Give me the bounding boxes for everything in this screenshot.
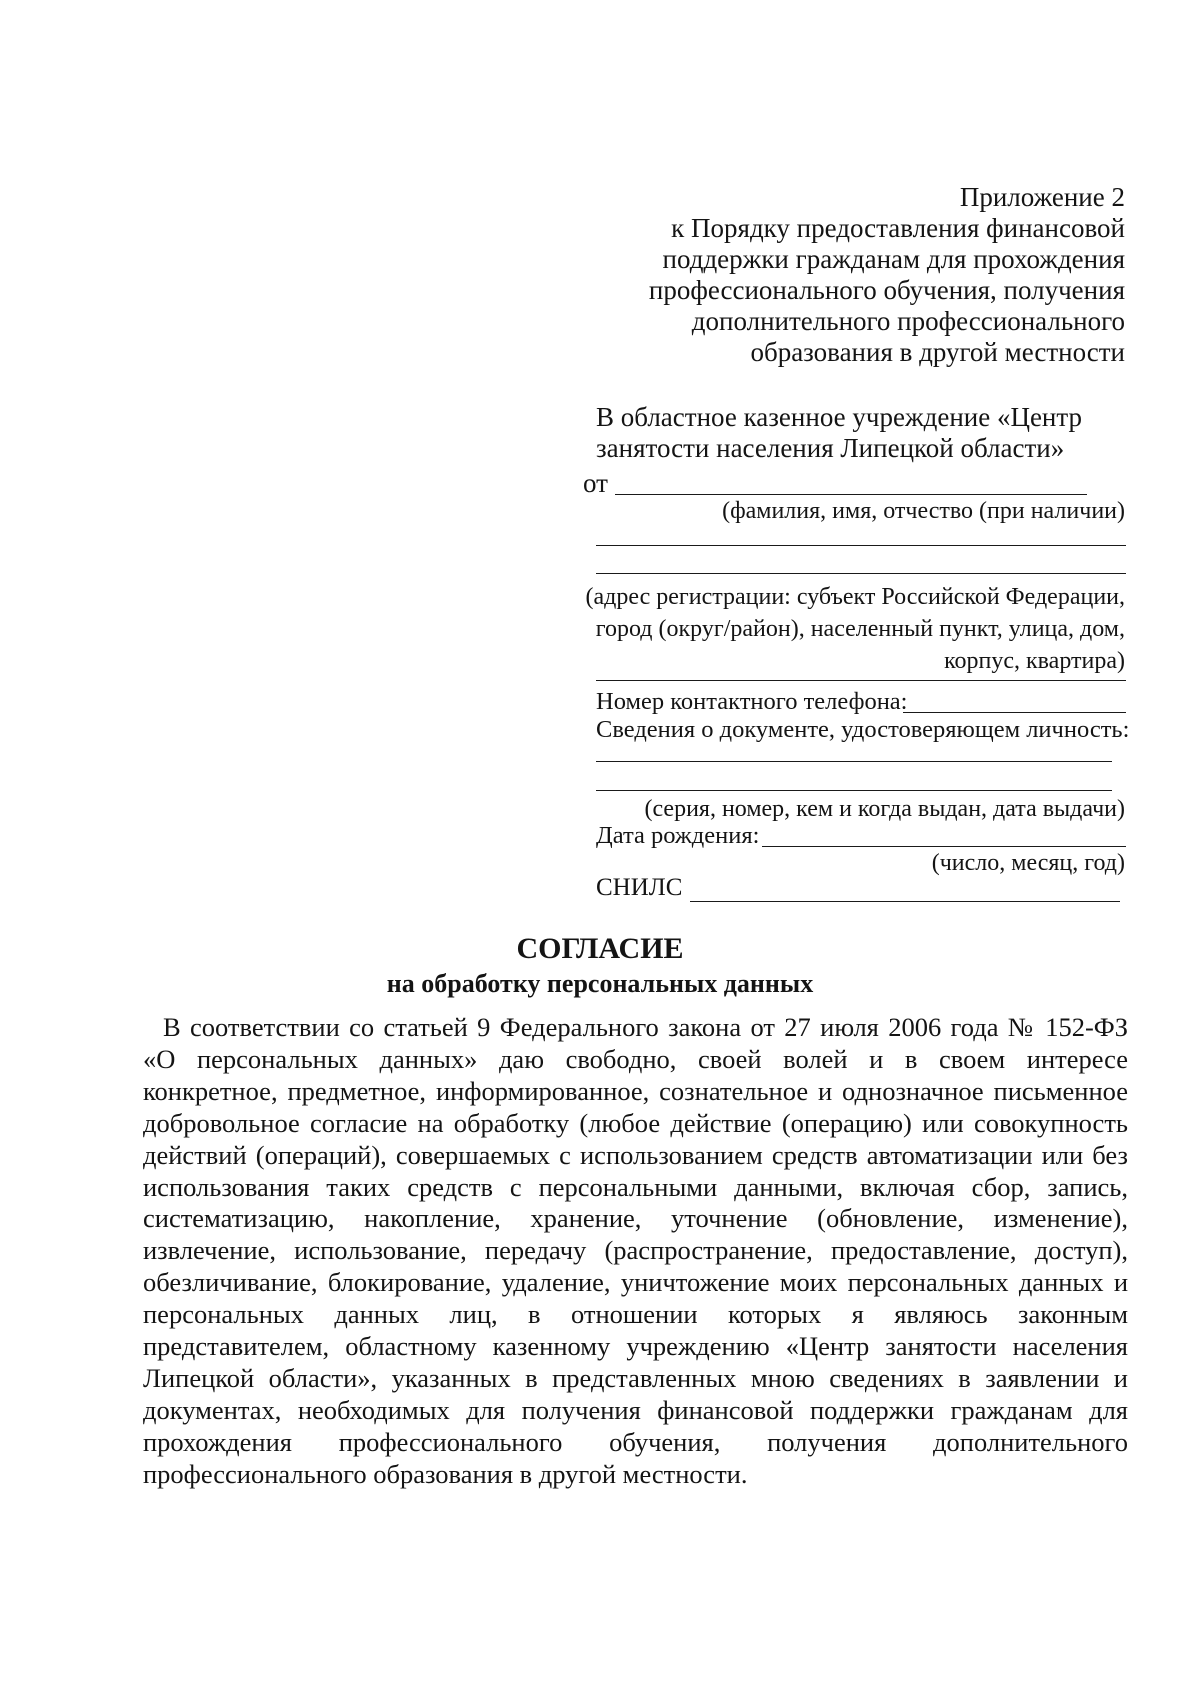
id-doc-label: Сведения о документе, удостоверяющем личность:: [596, 716, 1130, 743]
annex-line: к Порядку предоставления финансовой: [671, 213, 1125, 243]
annex-line: профессионального обучения, получения: [648, 275, 1125, 305]
body-line: «О персональных данных» даю свободно, своей волей и в своем интересе: [143, 1043, 1128, 1074]
address-hint: [585, 581, 1125, 677]
body-line: В соответствии со статьей 9 Федерального закона от 27 июля 2006 года № 152-ФЗ: [163, 1012, 1128, 1042]
annex-header: [649, 182, 1125, 368]
address-field-line-2[interactable]: [596, 573, 1126, 574]
id-doc-hint: (серия, номер, кем и когда выдан, дата выдачи): [644, 796, 1125, 822]
consent-body: [143, 1012, 1128, 1491]
addressee-block: [596, 402, 1126, 464]
annex-line: образования в другой местности: [750, 337, 1125, 367]
annex-line: поддержки гражданам для прохождения: [662, 244, 1125, 274]
annex-line: дополнительного профессионального: [691, 306, 1125, 336]
address-field-line-1[interactable]: [596, 545, 1126, 546]
body-line: действий (операций), совершаемых с использованием средств автоматизации или без: [143, 1139, 1128, 1170]
body-line: профессионального образования в другой местности.: [143, 1458, 748, 1489]
fio-field-line[interactable]: [615, 494, 1087, 495]
address-hint-line: корпус, квартира): [944, 648, 1125, 674]
body-line: документах, необходимых для получения финансовой поддержки гражданам для: [143, 1394, 1128, 1425]
address-field-line-3[interactable]: [596, 680, 1126, 681]
addressee-line: занятости населения Липецкой области»: [596, 433, 1065, 463]
birth-date-hint: (число, месяц, год): [931, 850, 1125, 876]
addressee-line: В областное казенное учреждение «Центр: [596, 402, 1083, 432]
body-line: конкретное, предметное, информированное, сознательное и однозначное письменное: [143, 1075, 1128, 1106]
body-line: систематизацию, накопление, хранение, уточнение (обновление, изменение),: [143, 1203, 1128, 1234]
consent-subtitle: на обработку персональных данных: [386, 969, 814, 998]
id-doc-field-line-1[interactable]: [596, 761, 1112, 762]
id-doc-field-line-2[interactable]: [596, 790, 1112, 791]
body-line: использования таких средств с персональными данными, включая сбор, запись,: [143, 1171, 1128, 1202]
address-hint-line: (адрес регистрации: субъект Российской Федерации,: [585, 584, 1125, 610]
phone-field-line[interactable]: [903, 712, 1126, 713]
snils-label: СНИЛС: [596, 874, 683, 901]
body-line: обезличивание, блокирование, удаление, уничтожение моих персональных данных и: [143, 1267, 1128, 1298]
body-line: Липецкой области», указанных в представленных мною сведениях в заявлении и: [143, 1362, 1128, 1393]
snils-field-line[interactable]: [690, 901, 1120, 902]
birth-date-field-line[interactable]: [762, 846, 1126, 847]
address-hint-line: город (округ/район), населенный пункт, улица, дом,: [595, 616, 1125, 642]
body-line: представителем, областному казенному учреждению «Центр занятости населения: [143, 1331, 1128, 1362]
annex-line: Приложение 2: [959, 182, 1125, 212]
birth-date-label: Дата рождения:: [596, 822, 760, 849]
from-label: от: [583, 468, 608, 498]
consent-title: СОГЛАСИЕ: [516, 932, 684, 965]
phone-label: Номер контактного телефона:: [596, 688, 908, 715]
body-line: персональных данных лиц, в отношении которых я являюсь законным: [143, 1299, 1128, 1330]
body-line: прохождения профессионального обучения, получения дополнительного: [143, 1426, 1128, 1457]
fio-hint: (фамилия, имя, отчество (при наличии): [722, 498, 1125, 524]
body-line: добровольное согласие на обработку (любое действие (операцию) или совокупность: [143, 1107, 1128, 1138]
body-line: извлечение, использование, передачу (распространение, предоставление, доступ),: [143, 1235, 1128, 1266]
